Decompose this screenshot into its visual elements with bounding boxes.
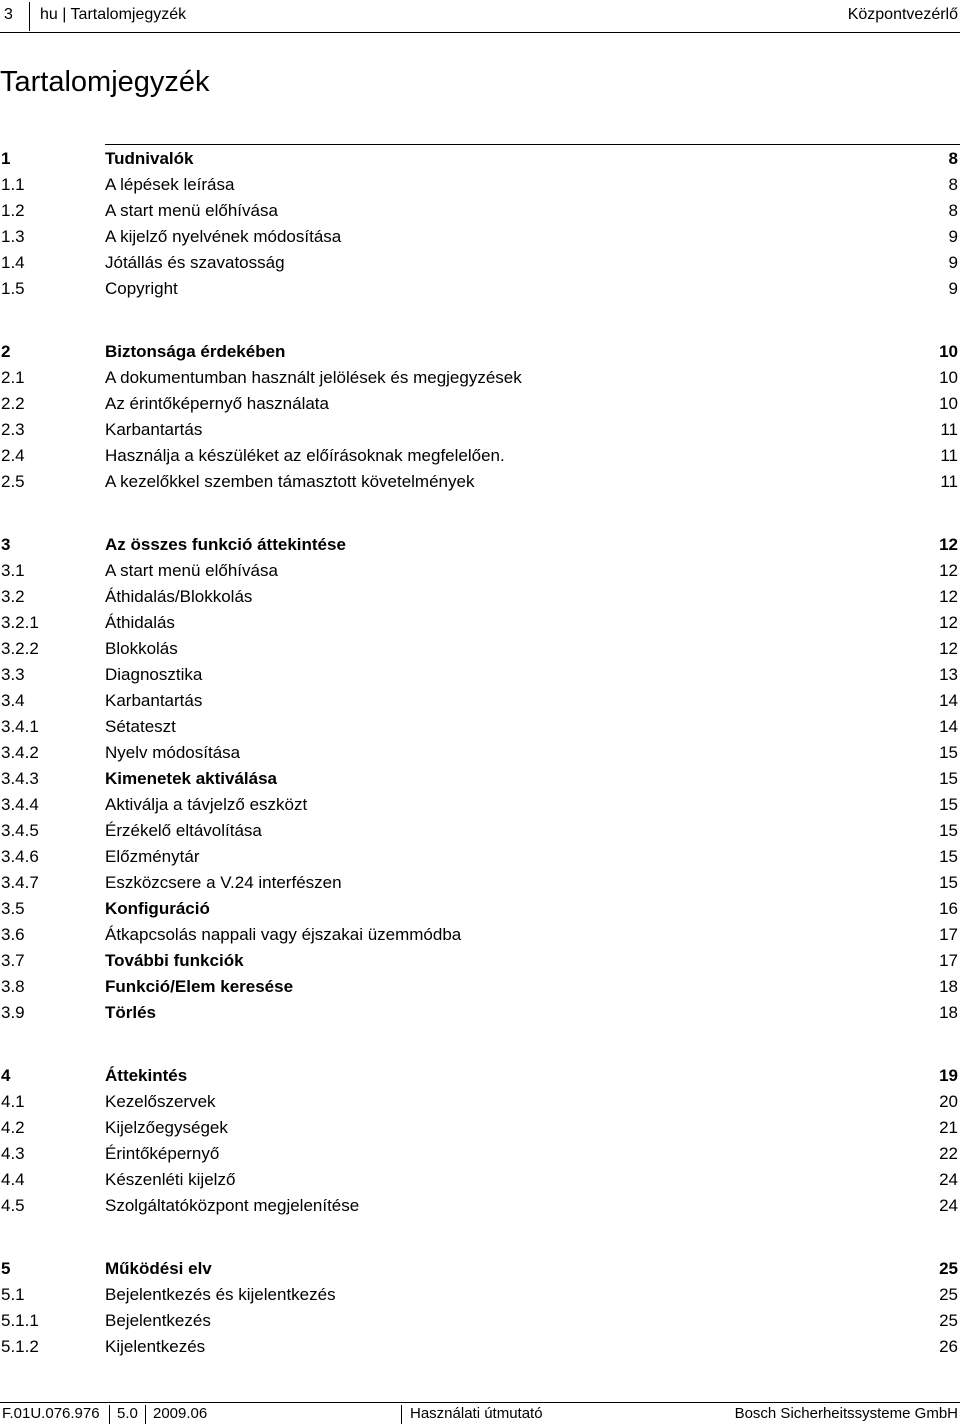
- section-spacer: [0, 495, 960, 532]
- toc-entry-page: 12: [939, 587, 958, 606]
- toc-entry-row[interactable]: [0, 276, 960, 302]
- toc-entry-number: 3.4.6: [1, 847, 39, 866]
- toc-entry-title: Eszközcsere a V.24 interfészen: [105, 873, 342, 892]
- toc-entry-page: 15: [939, 743, 958, 762]
- toc-entry-title: Előzménytár: [105, 847, 200, 866]
- footer-doc-code: F.01U.076.976: [2, 1405, 100, 1422]
- toc-entry-page: 8: [948, 201, 958, 220]
- toc-entry-title: Az összes funkció áttekintése: [105, 535, 346, 554]
- toc-entry-title: Nyelv módosítása: [105, 743, 241, 762]
- toc-entry-page: 8: [948, 149, 958, 168]
- toc-chapter-row[interactable]: [0, 1063, 960, 1089]
- toc-entry-page: 14: [939, 691, 958, 710]
- toc-entry-page: 12: [939, 613, 958, 632]
- section-spacer: [0, 302, 960, 339]
- toc-entry-page: 15: [939, 821, 958, 840]
- toc-entry-page: 19: [939, 1066, 958, 1085]
- toc-entry-number: 2.4: [1, 446, 25, 465]
- toc-entry-number: 3.9: [1, 1003, 25, 1022]
- toc-entry-title: A start menü előhívása: [105, 201, 278, 220]
- toc-entry-row[interactable]: [0, 844, 960, 870]
- toc-entry-row[interactable]: [0, 766, 960, 792]
- page-number: 3: [4, 6, 13, 23]
- toc-entry-number: 1.2: [1, 201, 25, 220]
- toc-entry-number: 2.3: [1, 420, 25, 439]
- toc-entry-row[interactable]: [0, 584, 960, 610]
- toc-entry-title: Érintőképernyő: [105, 1144, 220, 1163]
- toc-entry-title: Funkció/Elem keresése: [105, 977, 294, 996]
- toc-entry-row[interactable]: [0, 922, 960, 948]
- toc-entry-row[interactable]: [0, 417, 960, 443]
- toc-entry-row[interactable]: [0, 974, 960, 1000]
- toc-entry-number: 4.2: [1, 1118, 25, 1137]
- toc-entry-title: Törlés: [105, 1003, 157, 1022]
- toc-entry-row[interactable]: [0, 365, 960, 391]
- toc-entry-page: 25: [939, 1259, 958, 1278]
- toc-entry-row[interactable]: [0, 688, 960, 714]
- toc-entry-title: Karbantartás: [105, 420, 203, 439]
- toc-entry-number: 3.2.1: [1, 613, 39, 632]
- toc-entry-title: Átkapcsolás nappali vagy éjszakai üzemmódba: [105, 925, 462, 944]
- toc-entry-number: 3.4.4: [1, 795, 39, 814]
- toc-entry-row[interactable]: [0, 1089, 960, 1115]
- toc-entry-page: 10: [939, 368, 958, 387]
- toc-entry-number: 2.2: [1, 394, 25, 413]
- toc-entry-page: 26: [939, 1337, 958, 1356]
- toc-entry-title: Készenléti kijelző: [105, 1170, 236, 1189]
- toc-entry-number: 5.1.1: [1, 1311, 39, 1330]
- toc-entry-number: 4.4: [1, 1170, 25, 1189]
- toc-entry-title: Áthidalás/Blokkolás: [105, 587, 253, 606]
- toc-entry-number: 5.1.2: [1, 1337, 39, 1356]
- toc-entry-row[interactable]: [0, 792, 960, 818]
- toc-entry-number: 3.4.3: [1, 769, 39, 788]
- toc-entry-number: 3.4.1: [1, 717, 39, 736]
- toc-entry-number: 3.8: [1, 977, 25, 996]
- toc-entry-page: 9: [948, 253, 958, 272]
- toc-entry-row[interactable]: [0, 1308, 960, 1334]
- toc-entry-title: Áthidalás: [105, 613, 175, 632]
- toc-entry-number: 4.5: [1, 1196, 25, 1215]
- toc-entry-number: 3: [1, 535, 11, 554]
- toc-entry-number: 1: [1, 149, 11, 168]
- toc-entry-row[interactable]: [0, 1141, 960, 1167]
- toc-entry-row[interactable]: [0, 1115, 960, 1141]
- footer-divider: [109, 1405, 110, 1424]
- toc-entry-page: 15: [939, 847, 958, 866]
- toc-entry-row[interactable]: [0, 610, 960, 636]
- toc-entry-row[interactable]: [0, 636, 960, 662]
- toc-entry-number: 5: [1, 1259, 11, 1278]
- toc-entry-row[interactable]: [0, 250, 960, 276]
- toc-entry-row[interactable]: [0, 714, 960, 740]
- header-doc-title: hu | Tartalomjegyzék: [40, 6, 187, 23]
- toc-entry-page: 15: [939, 795, 958, 814]
- toc-entry-title: Bejelentkezés: [105, 1311, 211, 1330]
- toc-entry-title: Blokkolás: [105, 639, 178, 658]
- toc-entry-number: 1.3: [1, 227, 25, 246]
- toc-entry-page: 15: [939, 769, 958, 788]
- toc-entry-title: Jótállás és szavatosság: [105, 253, 285, 272]
- toc-entry-row[interactable]: [0, 224, 960, 250]
- toc-entry-title: Aktiválja a távjelző eszközt: [105, 795, 308, 814]
- toc-entry-title: Konfiguráció: [105, 899, 210, 918]
- toc-entry-row[interactable]: [0, 870, 960, 896]
- toc-entry-title: Bejelentkezés és kijelentkezés: [105, 1285, 336, 1304]
- toc-entry-number: 3.4.2: [1, 743, 39, 762]
- toc-entry-title: A dokumentumban használt jelölések és megjegyzések: [105, 368, 522, 387]
- toc-entry-row[interactable]: [0, 558, 960, 584]
- toc-chapter-row[interactable]: [0, 1256, 960, 1282]
- toc-entry-page: 24: [939, 1196, 958, 1215]
- toc-entry-row[interactable]: [0, 662, 960, 688]
- toc-entry-number: 3.7: [1, 951, 25, 970]
- toc-entry-page: 22: [939, 1144, 958, 1163]
- toc-entry-row[interactable]: [0, 1000, 960, 1026]
- toc-entry-title: A kijelző nyelvének módosítása: [105, 227, 342, 246]
- toc-entry-page: 24: [939, 1170, 958, 1189]
- toc-entry-title: A start menü előhívása: [105, 561, 278, 580]
- toc-entry-number: 4.1: [1, 1092, 25, 1111]
- section-spacer: [0, 1026, 960, 1063]
- toc-entry-page: 18: [939, 1003, 958, 1022]
- toc-entry-number: 3.2.2: [1, 639, 39, 658]
- toc-entry-page: 12: [939, 639, 958, 658]
- toc-entry-number: 3.4: [1, 691, 25, 710]
- toc-entry-row[interactable]: [0, 172, 960, 198]
- page-footer: [0, 1402, 960, 1424]
- toc-entry-title: Tudnivalók: [105, 149, 194, 168]
- toc-entry-number: 3.4.5: [1, 821, 39, 840]
- toc-entry-row[interactable]: [0, 391, 960, 417]
- header-divider: [29, 2, 30, 31]
- toc-entry-row[interactable]: [0, 948, 960, 974]
- toc-entry-page: 12: [939, 561, 958, 580]
- toc-entry-page: 18: [939, 977, 958, 996]
- toc-entry-number: 2.1: [1, 368, 25, 387]
- toc-entry-row[interactable]: [0, 896, 960, 922]
- toc-entry-page: 14: [939, 717, 958, 736]
- toc-entry-number: 1.4: [1, 253, 25, 272]
- toc-entry-title: Az érintőképernyő használata: [105, 394, 329, 413]
- toc-entry-row[interactable]: [0, 1193, 960, 1219]
- toc-entry-title: Kijelentkezés: [105, 1337, 206, 1356]
- toc-entry-page: 25: [939, 1285, 958, 1304]
- toc-entry-page: 16: [939, 899, 958, 918]
- toc-entry-title: További funkciók: [105, 951, 244, 970]
- toc-entry-title: Áttekintés: [105, 1066, 188, 1085]
- footer-divider: [401, 1405, 402, 1424]
- toc-entry-page: 21: [939, 1118, 958, 1137]
- toc-entry-number: 2: [1, 342, 11, 361]
- toc-entry-page: 11: [940, 446, 958, 465]
- toc-entry-page: 10: [939, 394, 958, 413]
- toc-entry-number: 2.5: [1, 472, 25, 491]
- footer-company: Bosch Sicherheitssysteme GmbH: [734, 1405, 958, 1422]
- toc-entry-page: 25: [939, 1311, 958, 1330]
- toc-entry-page: 12: [939, 535, 958, 554]
- toc-entry-title: Diagnosztika: [105, 665, 203, 684]
- toc-entry-page: 8: [948, 175, 958, 194]
- toc-chapter-row[interactable]: [0, 532, 960, 558]
- toc-entry-number: 3.3: [1, 665, 25, 684]
- toc-entry-title: Karbantartás: [105, 691, 203, 710]
- toc-entry-row[interactable]: [0, 740, 960, 766]
- toc-entry-page: 11: [940, 420, 958, 439]
- toc-entry-number: 5.1: [1, 1285, 25, 1304]
- toc-entry-number: 4.3: [1, 1144, 25, 1163]
- footer-divider: [145, 1405, 146, 1424]
- footer-version: 5.0: [117, 1405, 138, 1422]
- toc-chapter-row[interactable]: [0, 146, 960, 172]
- toc-entry-page: 9: [948, 279, 958, 298]
- toc-entry-title: Kijelzőegységek: [105, 1118, 228, 1137]
- page-header: [0, 0, 960, 33]
- toc-entry-row[interactable]: [0, 1282, 960, 1308]
- toc-entry-number: 3.4.7: [1, 873, 39, 892]
- toc-entry-title: Sétateszt: [105, 717, 176, 736]
- toc-entry-row[interactable]: [0, 1334, 960, 1360]
- toc-entry-page: 13: [939, 665, 958, 684]
- toc-entry-number: 1.1: [1, 175, 25, 194]
- toc-entry-page: 17: [939, 925, 958, 944]
- toc-entry-title: A kezelőkkel szemben támasztott követelmények: [105, 472, 475, 491]
- toc-entry-title: A lépések leírása: [105, 175, 235, 194]
- toc-entry-title: Kimenetek aktiválása: [105, 769, 277, 788]
- table-of-contents: [0, 146, 960, 1360]
- toc-entry-number: 3.5: [1, 899, 25, 918]
- footer-date: 2009.06: [153, 1405, 208, 1422]
- toc-entry-title: Érzékelő eltávolítása: [105, 821, 262, 840]
- toc-entry-row[interactable]: [0, 469, 960, 495]
- toc-entry-number: 4: [1, 1066, 11, 1085]
- toc-entry-page: 11: [940, 472, 958, 491]
- toc-entry-page: 9: [948, 227, 958, 246]
- toc-entry-number: 3.1: [1, 561, 25, 580]
- toc-entry-number: 1.5: [1, 279, 25, 298]
- toc-entry-page: 15: [939, 873, 958, 892]
- toc-entry-row[interactable]: [0, 443, 960, 469]
- toc-chapter-row[interactable]: [0, 339, 960, 365]
- section-spacer: [0, 1219, 960, 1256]
- toc-entry-title: Használja a készüléket az előírásoknak megfelelően.: [105, 446, 505, 465]
- toc-entry-row[interactable]: [0, 198, 960, 224]
- toc-entry-page: 10: [939, 342, 958, 361]
- toc-entry-row[interactable]: [0, 1167, 960, 1193]
- toc-entry-page: 20: [939, 1092, 958, 1111]
- header-product-name: Központvezérlő: [847, 6, 958, 23]
- toc-entry-title: Működési elv: [105, 1259, 212, 1278]
- toc-entry-title: Szolgáltatóközpont megjelenítése: [105, 1196, 360, 1215]
- toc-entry-row[interactable]: [0, 818, 960, 844]
- page-title: Tartalomjegyzék: [0, 66, 210, 98]
- toc-entry-page: 17: [939, 951, 958, 970]
- title-rule: [105, 144, 960, 145]
- toc-entry-number: 3.6: [1, 925, 25, 944]
- toc-entry-title: Copyright: [105, 279, 178, 298]
- toc-entry-title: Biztonsága érdekében: [105, 342, 286, 361]
- toc-entry-title: Kezelőszervek: [105, 1092, 216, 1111]
- footer-manual-type: Használati útmutató: [410, 1405, 543, 1422]
- toc-entry-number: 3.2: [1, 587, 25, 606]
